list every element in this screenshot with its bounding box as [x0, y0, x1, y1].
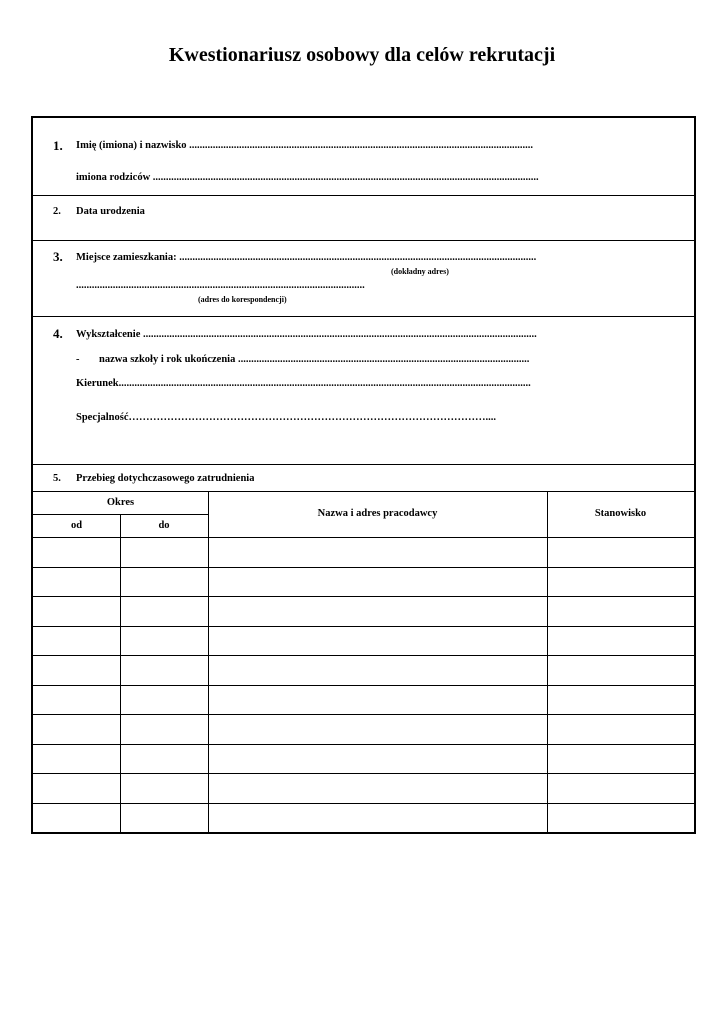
section-5-number: 5.	[53, 473, 61, 484]
school-field[interactable]: nazwa szkoły i rok ukończenia ...............................................................................................................	[99, 354, 530, 365]
employer-header: Nazwa i adres pracodawcy	[317, 508, 438, 519]
table-row	[33, 744, 694, 745]
table-row	[33, 655, 694, 656]
divider	[33, 491, 694, 492]
education-field[interactable]: Wykształcenie ......................................................................................................................................................	[76, 329, 537, 340]
divider	[33, 195, 694, 196]
correspondence-note: (adres do korespondencji)	[198, 295, 287, 304]
period-header: Okres	[106, 497, 135, 508]
table-col-line	[547, 491, 548, 832]
section-4-number: 4.	[53, 326, 63, 341]
table-col-line	[208, 491, 209, 832]
divider	[33, 316, 694, 317]
major-field[interactable]: Kierunek.............................................................................................................................................................	[76, 378, 531, 389]
table-row	[33, 537, 694, 538]
table-row	[33, 567, 694, 568]
from-header: od	[70, 520, 83, 531]
parents-names-field[interactable]: imiona rodziców ...................................................................................................................................................	[76, 172, 539, 183]
residence-note: (dokładny adres)	[391, 267, 449, 276]
residence-field[interactable]: Miejsce zamieszkania: ........................................................................................................................................	[76, 252, 537, 263]
table-row	[33, 714, 694, 715]
table-row	[33, 773, 694, 774]
table-row	[33, 685, 694, 686]
section-1-number: 1.	[53, 138, 63, 153]
table-row	[33, 626, 694, 627]
page-title: Kwestionariusz osobowy dla celów rekrutacji	[168, 44, 556, 66]
to-header: do	[158, 520, 170, 531]
name-field[interactable]: Imię (imiona) i nazwisko ...................................................................................................................................	[76, 140, 534, 151]
specialty-field[interactable]: Specjalność…………………………………………………………………………………………....	[76, 412, 496, 423]
table-row	[33, 803, 694, 804]
employment-label: Przebieg dotychczasowego zatrudnienia	[76, 473, 255, 484]
divider	[33, 240, 694, 241]
table-header-divider	[33, 514, 208, 515]
section-2-number: 2.	[53, 206, 61, 217]
correspondence-field[interactable]: ..............................................................................................................	[76, 280, 365, 291]
table-col-line	[120, 515, 121, 832]
dash: -	[76, 354, 80, 365]
table-row	[33, 596, 694, 597]
birth-date-label: Data urodzenia	[76, 206, 145, 217]
form-frame	[31, 116, 696, 834]
position-header: Stanowisko	[594, 508, 647, 519]
divider	[33, 464, 694, 465]
section-3-number: 3.	[53, 249, 63, 264]
